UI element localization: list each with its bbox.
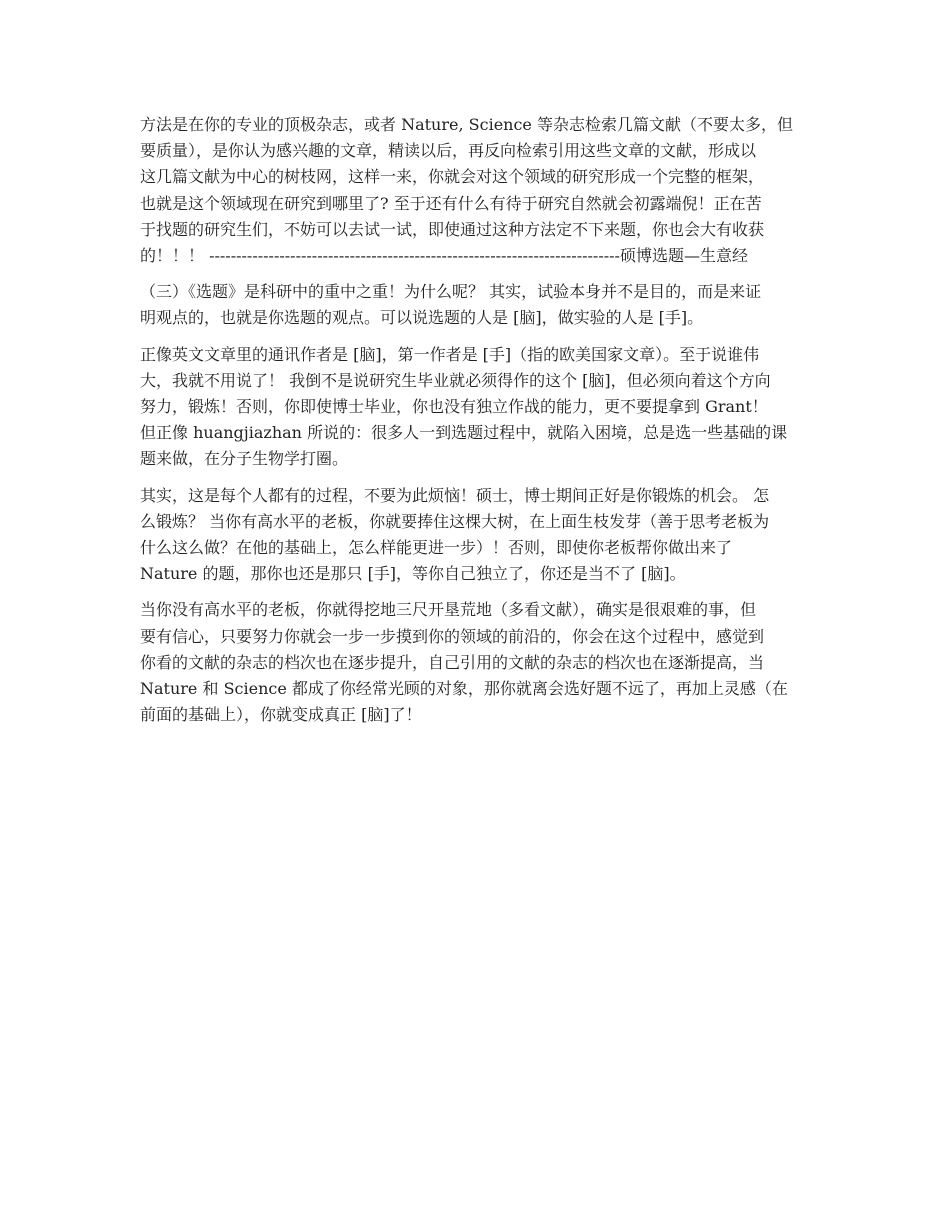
paragraph-literature-method bbox=[140, 112, 812, 269]
text-line: 明观点的，也就是你选题的观点。可以说选题的人是 [脑]，做实验的人是 [手]。 bbox=[140, 308, 704, 328]
text-line: 你看的文献的杂志的档次也在逐步提升，自己引用的文献的杂志的档次也在逐渐提高，当 bbox=[140, 652, 765, 672]
text-line: 其实，这是每个人都有的过程，不要为此烦恼！硕士，博士期间正好是你锻炼的机会。 怎 bbox=[140, 485, 770, 505]
text-line: 什么这么做？在他的基础上，怎么样能更进一步）！否则，即使你老板帮你做出来了 bbox=[140, 538, 733, 558]
text-line: 要有信心，只要努力你就会一步一步摸到你的领域的前沿的，你会在这个过程中，感觉到 bbox=[140, 626, 765, 646]
paragraph-topic-importance bbox=[140, 279, 812, 331]
text-line: （三）《选题》是科研中的重中之重！为什么呢？ 其实，试验本身并不是目的，而是来证 bbox=[140, 282, 762, 302]
text-line: 要质量），是你认为感兴趣的文章，精读以后，再反向检索引用这些文章的文献，形成以 bbox=[140, 141, 757, 161]
paragraph-corresponding-author bbox=[140, 342, 812, 473]
text-line: 正像英文文章里的通讯作者是 [脑]，第一作者是 [手]（指的欧美国家文章）。至于说谁伟 bbox=[140, 344, 760, 364]
text-line: 也就是这个领域现在研究到哪里了? 至于还有什么有待于研究自然就会初露端倪！正在苦 bbox=[140, 193, 762, 213]
text-line: 但正像 huangjiazhan 所说的：很多人一到选题过程中，就陷入困境，总是选一些基础的课 bbox=[140, 423, 788, 443]
text-line: Nature 的题，那你也还是那只 [手]，等你自己独立了，你还是当不了 [脑]。 bbox=[140, 564, 686, 584]
paragraph-no-advisor bbox=[140, 597, 812, 728]
text-line: 方法是在你的专业的顶极杂志，或者 Nature, Science 等杂志检索几篇文献（不要太多，但 bbox=[140, 115, 793, 134]
text-line: 于找题的研究生们，不妨可以去试一试，即使通过这种方法定不下来题，你也会大有收获 bbox=[140, 219, 765, 239]
text-line: 大，我就不用说了！ 我倒不是说研究生毕业就必须得作的这个 [脑]，但必须向着这个方向 bbox=[140, 370, 771, 390]
text-line: 这几篇文献为中心的树枝网，这样一来，你就会对这个领域的研究形成一个完整的框架， bbox=[140, 167, 765, 187]
document-body bbox=[140, 112, 812, 738]
text-line: 当你没有高水平的老板，你就得挖地三尺开垦荒地（多看文献），确实是很艰难的事，但 bbox=[140, 600, 757, 620]
text-line-section-divider: 的！！！ ----------------------------------------------------------------------------硕博选题—生意经 bbox=[140, 246, 748, 266]
paragraph-good-advisor bbox=[140, 483, 812, 588]
text-line: 努力，锻炼！否则，你即使博士毕业，你也没有独立作战的能力，更不要提拿到 Grant！ bbox=[140, 397, 768, 417]
text-line: 题来做，在分子生物学打圈。 bbox=[140, 449, 349, 469]
text-line: 么锻炼？ 当你有高水平的老板，你就要捧住这棵大树，在上面生枝发芽（善于思考老板为 bbox=[140, 511, 770, 531]
text-line: Nature 和 Science 都成了你经常光顾的对象，那你就离会选好题不远了，再加上灵感（在 bbox=[140, 679, 788, 699]
text-line: 前面的基础上），你就变成真正 [脑]了！ bbox=[140, 705, 422, 725]
